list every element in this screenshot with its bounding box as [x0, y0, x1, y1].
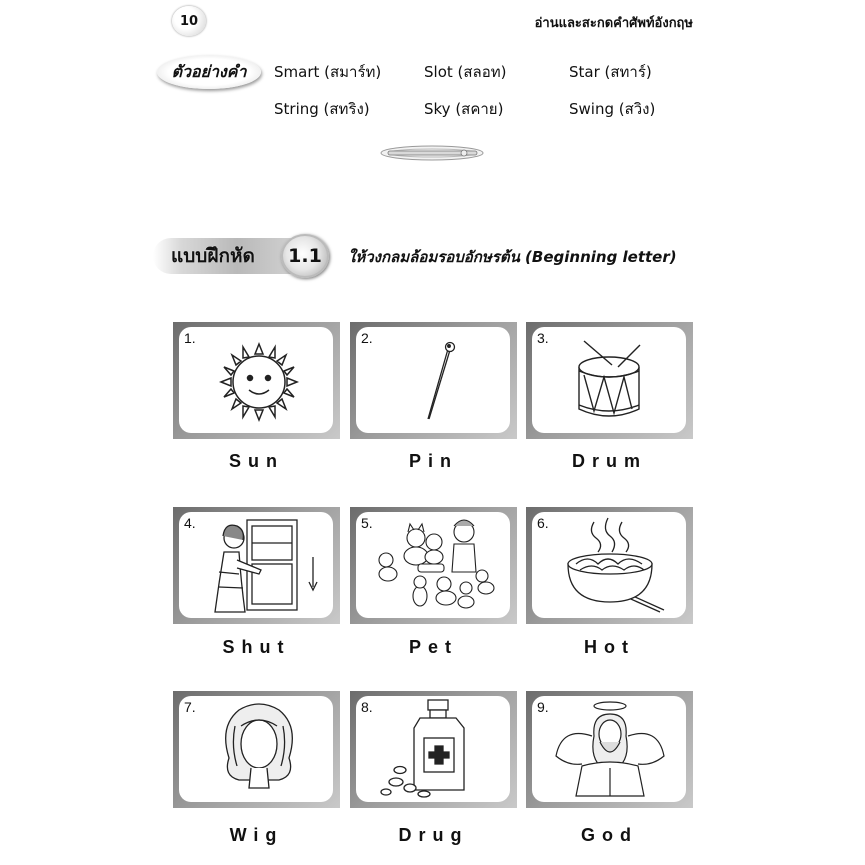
example-words: [274, 60, 694, 121]
word-label: Shut: [222, 637, 291, 657]
exercise-label: แบบฝึกหัด: [153, 238, 293, 274]
sun-icon: [179, 327, 333, 433]
picture-card-2: [350, 322, 517, 439]
word-label: God: [581, 825, 638, 845]
exercise-banner: [153, 234, 333, 278]
drum-icon: [532, 327, 686, 433]
word-label: Drug: [398, 825, 469, 845]
divider-ornament-icon: [380, 145, 485, 161]
card-number: 7.: [184, 699, 196, 715]
example-word: String (สทริง): [274, 100, 370, 118]
picture-card-3: [526, 322, 693, 439]
exercise-number: 1.1: [281, 234, 329, 278]
woman-shutting-window-icon: [179, 512, 333, 618]
card-number: 9.: [537, 699, 549, 715]
word-label: Drum: [571, 451, 647, 471]
examples-tag: ตัวอย่างคำ: [157, 55, 261, 89]
word-label: Wig: [229, 825, 284, 845]
word-label: Pet: [408, 637, 458, 657]
picture-card-8: [350, 691, 517, 808]
word-label: Sun: [229, 451, 284, 471]
example-word: Smart (สมาร์ท): [274, 63, 382, 81]
pin-icon: [356, 327, 510, 433]
medicine-bottle-icon: [356, 696, 510, 802]
pets-icon: [356, 512, 510, 618]
example-word: Slot (สลอท): [424, 63, 507, 81]
card-number: 2.: [361, 330, 373, 346]
example-word: Sky (สคาย): [424, 100, 504, 118]
picture-card-4: [173, 507, 340, 624]
page-number: 10: [172, 6, 206, 36]
card-number: 4.: [184, 515, 196, 531]
hot-noodle-bowl-icon: [532, 512, 686, 618]
wig-icon: [179, 696, 333, 802]
example-word: Swing (สวิง): [569, 100, 656, 118]
exercise-instruction: ให้วงกลมล้อมรอบอักษรต้น (Beginning letter): [348, 248, 677, 266]
god-angel-icon: [532, 696, 686, 802]
card-number: 6.: [537, 515, 549, 531]
example-word: Star (สทาร์): [569, 63, 652, 81]
card-number: 1.: [184, 330, 196, 346]
card-number: 8.: [361, 699, 373, 715]
picture-card-5: [350, 507, 517, 624]
book-title: อ่านและสะกดคำศัพท์อังกฤษ: [534, 16, 693, 31]
picture-card-1: [173, 322, 340, 439]
card-number: 3.: [537, 330, 549, 346]
card-number: 5.: [361, 515, 373, 531]
picture-card-7: [173, 691, 340, 808]
word-label: Pin: [408, 451, 458, 471]
word-label: Hot: [584, 637, 635, 657]
picture-card-6: [526, 507, 693, 624]
picture-card-9: [526, 691, 693, 808]
